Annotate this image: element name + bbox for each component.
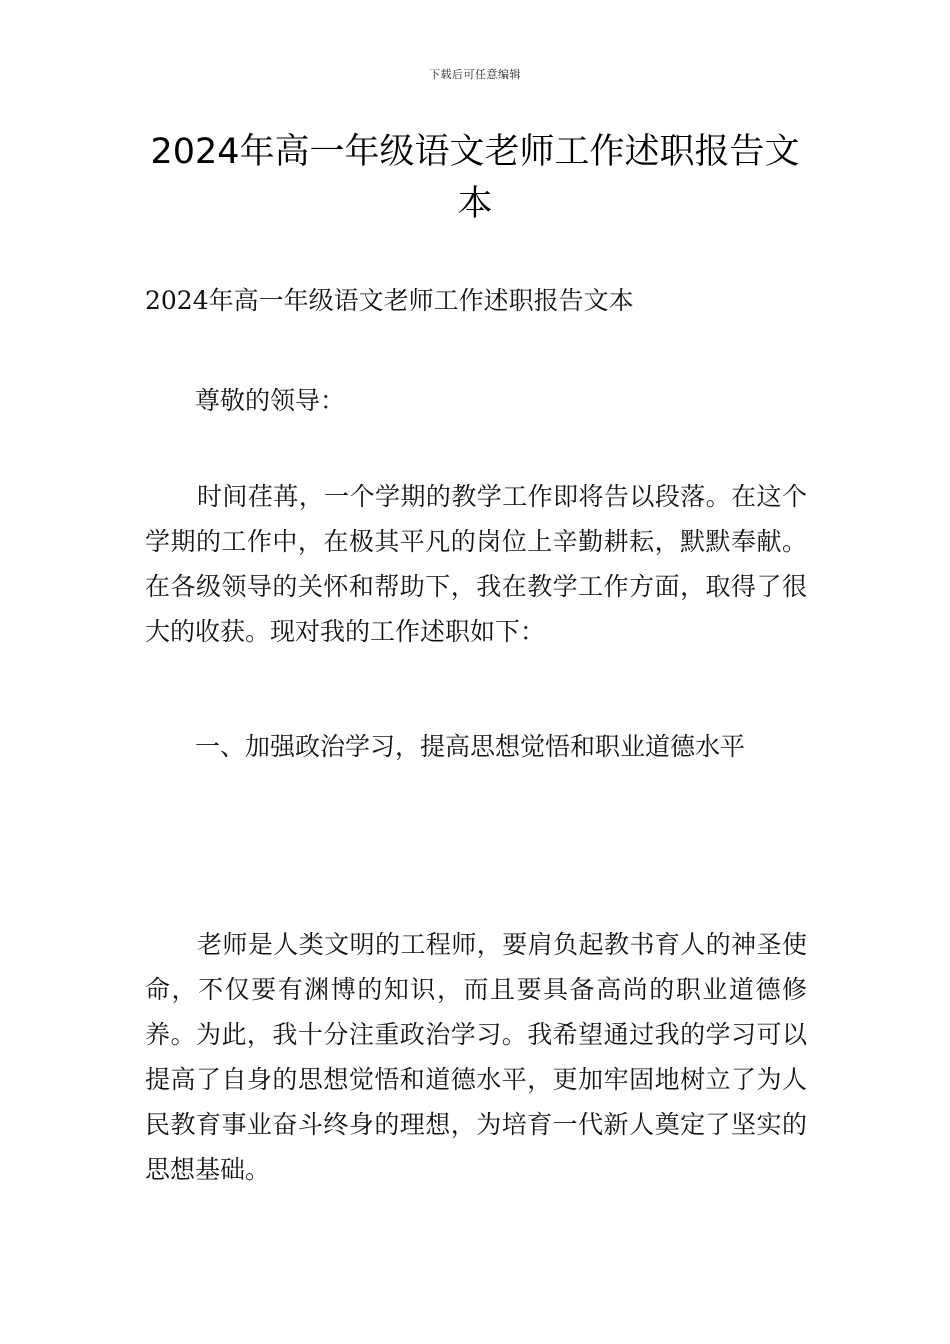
header-note: 下载后可任意编辑 (429, 68, 521, 81)
document-subtitle: 2024年高一年级语文老师工作述职报告文本 (145, 286, 634, 315)
salutation: 尊敬的领导： (195, 386, 346, 415)
section-heading: 一、加强政治学习，提高思想觉悟和职业道德水平 (195, 732, 746, 761)
document-title: 2024年高一年级语文老师工作述职报告文本 (150, 132, 800, 224)
paragraph-body: 老师是人类文明的工程师，要肩负起教书育人的神圣使命，不仅要有渊博的知识，而且要具备高尚的职业道德修养。为此，我十分注重政治学习。我希望通过我的学习可以提高了自身的思想觉悟和道德水平，更加牢固地树立了为人民教育事业奋斗终身的理想，为培育一代新人奠定了坚实的思想基础。 (145, 930, 807, 1184)
paragraph-intro: 时间荏苒，一个学期的教学工作即将告以段落。在这个学期的工作中，在极其平凡的岗位上辛勤耕耘，默默奉献。在各级领导的关怀和帮助下，我在教学工作方面，取得了很大的收获。现对我的工作述职如下： (145, 482, 807, 646)
